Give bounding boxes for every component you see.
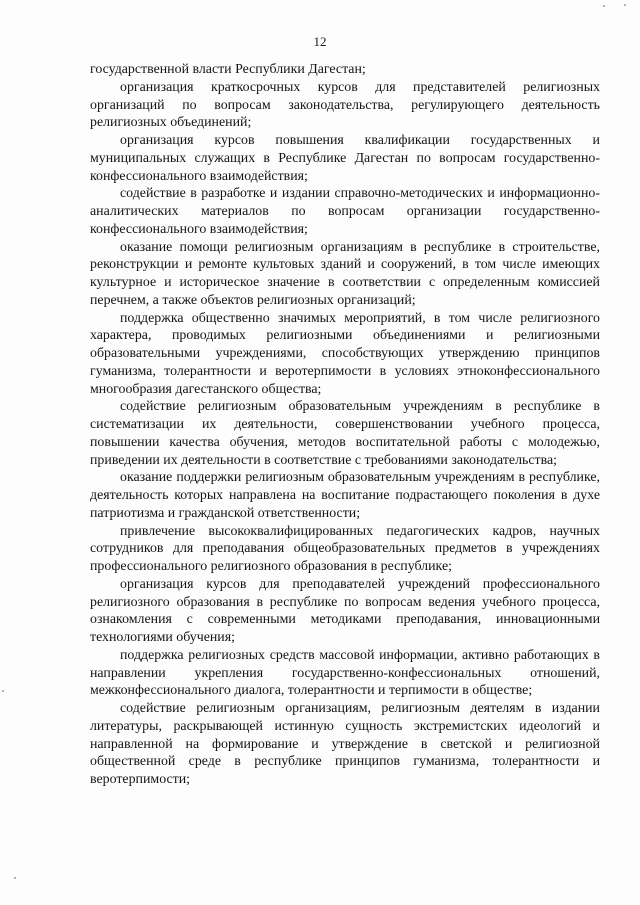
paragraph: организация краткосрочных курсов для представителей религиозных организаций по вопросам законодательства, регулирующего деятельность религиозных объединений;	[90, 79, 600, 131]
paragraph: оказание помощи религиозным организациям в республике в строительстве, реконструкции и ремонте культовых зданий и сооружений, в том числе имеющих культурное и историческое значение в соответствии с определенным комиссией перечнем, а также объектов религиозных организаций;	[90, 239, 600, 308]
scan-speck	[2, 690, 4, 692]
scan-speck	[603, 5, 605, 7]
paragraph: поддержка религиозных средств массовой информации, активно работающих в направлении укрепления государственно-конфессиональных отношений, межконфессионального диалога, толерантности и терпимости в обществе;	[90, 647, 600, 699]
paragraph: оказание поддержки религиозным образовательным учреждениям в республике, деятельность которых направлена на воспитание подрастающего поколения в духе патриотизма и гражданской ответственности;	[90, 470, 600, 521]
page-number: 12	[313, 34, 327, 49]
paragraph: привлечение высококвалифицированных педагогических кадров, научных сотрудников для преподавания общеобразовательных предметов в учреждениях профессионального религиозного образования в республике;	[90, 523, 600, 574]
paragraph: содействие религиозным образовательным учреждениям в республике в систематизации их деятельности, совершенствовании учебного процесса, повышении качества обучения, методов воспитательной работы с молодежью, приведении их деятельности в соответствие с требованиями законодательства;	[90, 399, 600, 468]
paragraph: организация курсов повышения квалификации государственных и муниципальных служащих в Республике Дагестан по вопросам государственно-конфессионального взаимодействия;	[90, 133, 600, 184]
scan-speck	[14, 877, 16, 879]
paragraph: организация курсов для преподавателей учреждений профессионального религиозного образования в республике по вопросам ведения учебного процесса, ознакомления с современными методиками преподавания, инновационными технологиями обучения;	[90, 576, 600, 645]
paragraph: содействие в разработке и издании справочно-методических и информационно-аналитических материалов по вопросам организации государственно-конфессионального взаимодействия;	[90, 186, 600, 237]
scan-speck	[624, 4, 626, 6]
paragraph-continuation: государственной власти Республики Дагестан;	[90, 62, 366, 77]
paragraph: содействие религиозным организациям, религиозным деятелям в издании литературы, раскрывающей истинную сущность экстремистских идеологий и направленной на формирование и утверждение в светской и религиозной общественной среде в республике принципов гуманизма, толерантности и веротерпимости;	[90, 701, 600, 787]
paragraph: поддержка общественно значимых мероприятий, в том числе религиозного характера, проводимых религиозными объединениями и религиозными образовательными учреждениями, способствующих утверждению принципов гуманизма, толерантности и веротерпимости в условиях этноконфессионального многообразия дагестанского общества;	[90, 310, 600, 397]
body-text	[90, 61, 600, 789]
